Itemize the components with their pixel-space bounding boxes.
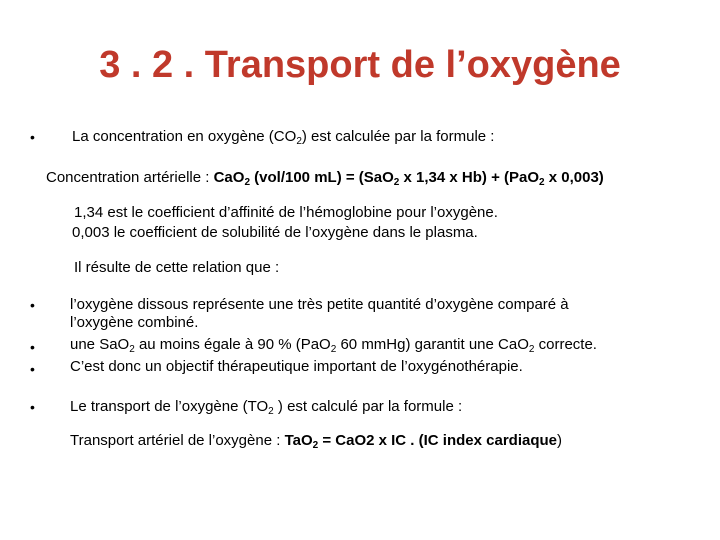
coefficient-solubility: 0,003 le coefficient de solubilité de l’oxygène dans le plasma. [72,224,478,241]
list-item-therapy-objective: C’est donc un objectif thérapeutique important de l’oxygénothérapie. [70,358,523,375]
page-title: 3 . 2 . Transport de l’oxygène [99,44,621,86]
bullet-item2: • [30,339,35,355]
transport-intro: Le transport de l’oxygène ($TO_2$ ) est calculé par la formule : [70,398,463,417]
arterial-transport-formula: Transport artériel de l’oxygène : TaO$_2$ = CaO2 x IC . (IC index cardiaque) [70,432,563,451]
list-item-dissolved-oxygen: l’oxygène dissous représente une très petite quantité d’oxygène comparé à l’oxygène combiné. [70,296,569,331]
bullet-item3: • [30,361,35,377]
arterial-concentration-formula: Concentration artérielle : CaO$_2$ (vol/100 mL) = (SaO$_2$ x 1,34 x Hb) + (PaO$_2$ x 0,003) [46,169,604,188]
bullet-intro: • [30,129,35,145]
result-intro: Il résulte de cette relation que : [74,259,280,276]
bullet-transport: • [30,399,35,415]
coefficient-affinity: 1,34 est le coefficient d’affinité de l’hémoglobine pour l’oxygène. [74,204,498,221]
list-item-saturation: une SaO$_2$ au moins égale à 90 % (PaO$_2$ 60 mmHg) garantit une CaO$_2$ correcte. [70,336,597,355]
intro-text: La concentration en oxygène $(CO_2)$ est calculée par la formule : [72,128,495,147]
bullet-item1: • [30,297,35,313]
